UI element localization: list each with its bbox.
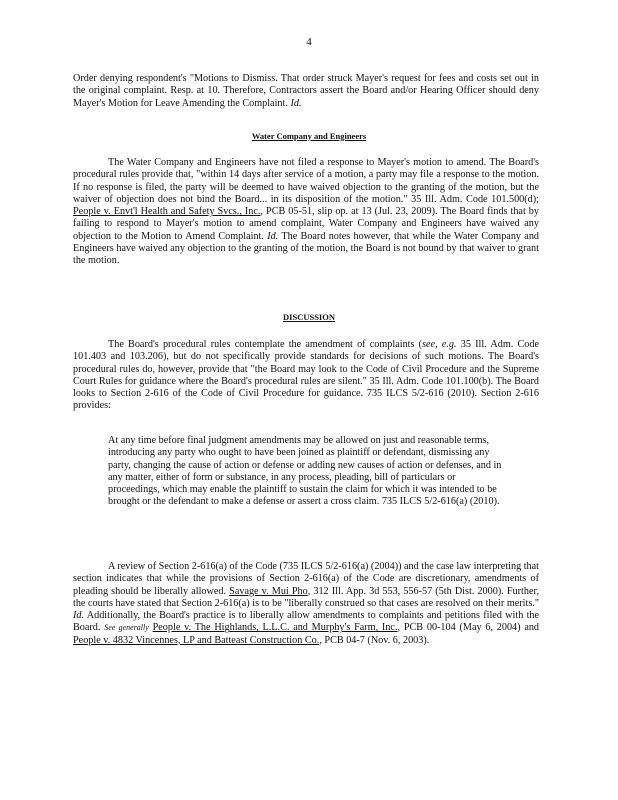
paragraph-procedural-rules: The Board's procedural rules contemplate the amendment of complaints (see, e.g. 35 Ill. Adm. Code 101.403 and 103.206), but do not specifically provide standards for decisions of such motions. The Board's procedural rules do, however, provide that "the Board may look to the Code of Civil Procedure and the Supreme Court Rules for guidance where the Board's procedural rules are silent." 35 Ill. Adm. Code 101.100(b). The Board looks to Section 2-616 of the Code of Civil Procedure for guidance. 735 ILCS 5/2-616 (2010). Section 2-616 provides: — [73, 339, 539, 412]
section-heading-discussion: DISCUSSION — [283, 312, 335, 322]
id-citation: Id. — [290, 97, 302, 109]
page-number: 4 — [306, 36, 312, 48]
paragraph-review-section: A review of Section 2-616(a) of the Code (735 ILCS 5/2-616(a) (2004)) and the case law interpreting that section indicates that while the provisions of Section 2-616(a) of the Code are discretionary, amendments of pleading should be liberally allowed. Savage v. Mui Pho, 312 Ill. App. 3d 553, 556-57 (5th Dist. 2000). Further, the courts have stated that Section 2-616(a) is to be "liberally construed so that cases are resolved on their merits." Id. Additionally, the Board's practice is to liberally allow amendments to complaints and petitions filed with the Board. See generally People v. The Highlands, L.L.C. and Murphy's Farm, Inc., PCB 00-104 (May 6, 2004) and People v. 4832 Vincennes, LP and Batteast Construction Co., PCB 04-7 (Nov. 6, 2003). — [73, 561, 540, 646]
section-heading-water-company: Water Company and Engineers — [251, 131, 367, 141]
id-citation: Id. — [73, 610, 85, 622]
signal-see: see, e.g. — [422, 339, 457, 350]
id-citation: Id. — [267, 230, 279, 242]
case-citation: People v. Envt'l Health and Safety Svcs., Inc. — [73, 206, 261, 218]
signal-see-generally: See generally — [104, 623, 149, 633]
paragraph-waiver: The Water Company and Engineers have not filed a response to Mayer's motion to amend. The Board's procedural rules provide that, "within 14 days after service of a motion, a party may file a response to the motion. If no response is filed, the party will be deemed to have waived objection to the granting of the motion, but the waiver of objection does not bind the Board... in its disposition of the motion." 35 Ill. Adm. Code 101.500(d); People v. Envt'l Health and Safety Svcs., Inc., PCB 05-51, slip op. at 13 (Jul. 23, 2009). The Board finds that by failing to respond to Mayer's motion to amend complaint, Water Company and Engineers have waived any objection to the Motion to Amend Complaint. Id. The Board notes however, that while the Water Company and Engineers have waived any objection to the granting of the motion, the Board is not bound by that waiver to grant the motion. — [73, 157, 540, 267]
case-citation: People v. The Highlands, L.L.C. and Murphy's Farm, Inc. — [152, 622, 398, 634]
case-citation: Savage v. Mui Pho — [229, 585, 308, 597]
block-quote-section-2-616: At any time before final judgment amendments may be allowed on just and reasonable terms, introducing any party who ought to have been joined as plaintiff or defendant, dismissing any party, changing the cause of action or defense or adding new causes of action or defenses, and in any matter, either of form or substance, in any process, pleading, bill of particulars or proceedings, which may enable the plaintiff to sustain the claim for which it was intended to be brought or the defendant to make a defense or assert a cross claim. 735 ILCS 5/2-616(a) (2010). — [108, 435, 502, 508]
paragraph-text: Order denying respondent's "Motions to Dismiss. That order struck Mayer's request for fees and costs set out in the original complaint. Resp. at 10. Therefore, Contractors assert the Board and/or Hearing Officer should deny Mayer's Motion for Leave Amending the Complaint. — [73, 73, 539, 109]
case-citation: People v. 4832 Vincennes, LP and Batteast Construction Co. — [73, 634, 320, 646]
paragraph-motion-background — [73, 73, 539, 110]
